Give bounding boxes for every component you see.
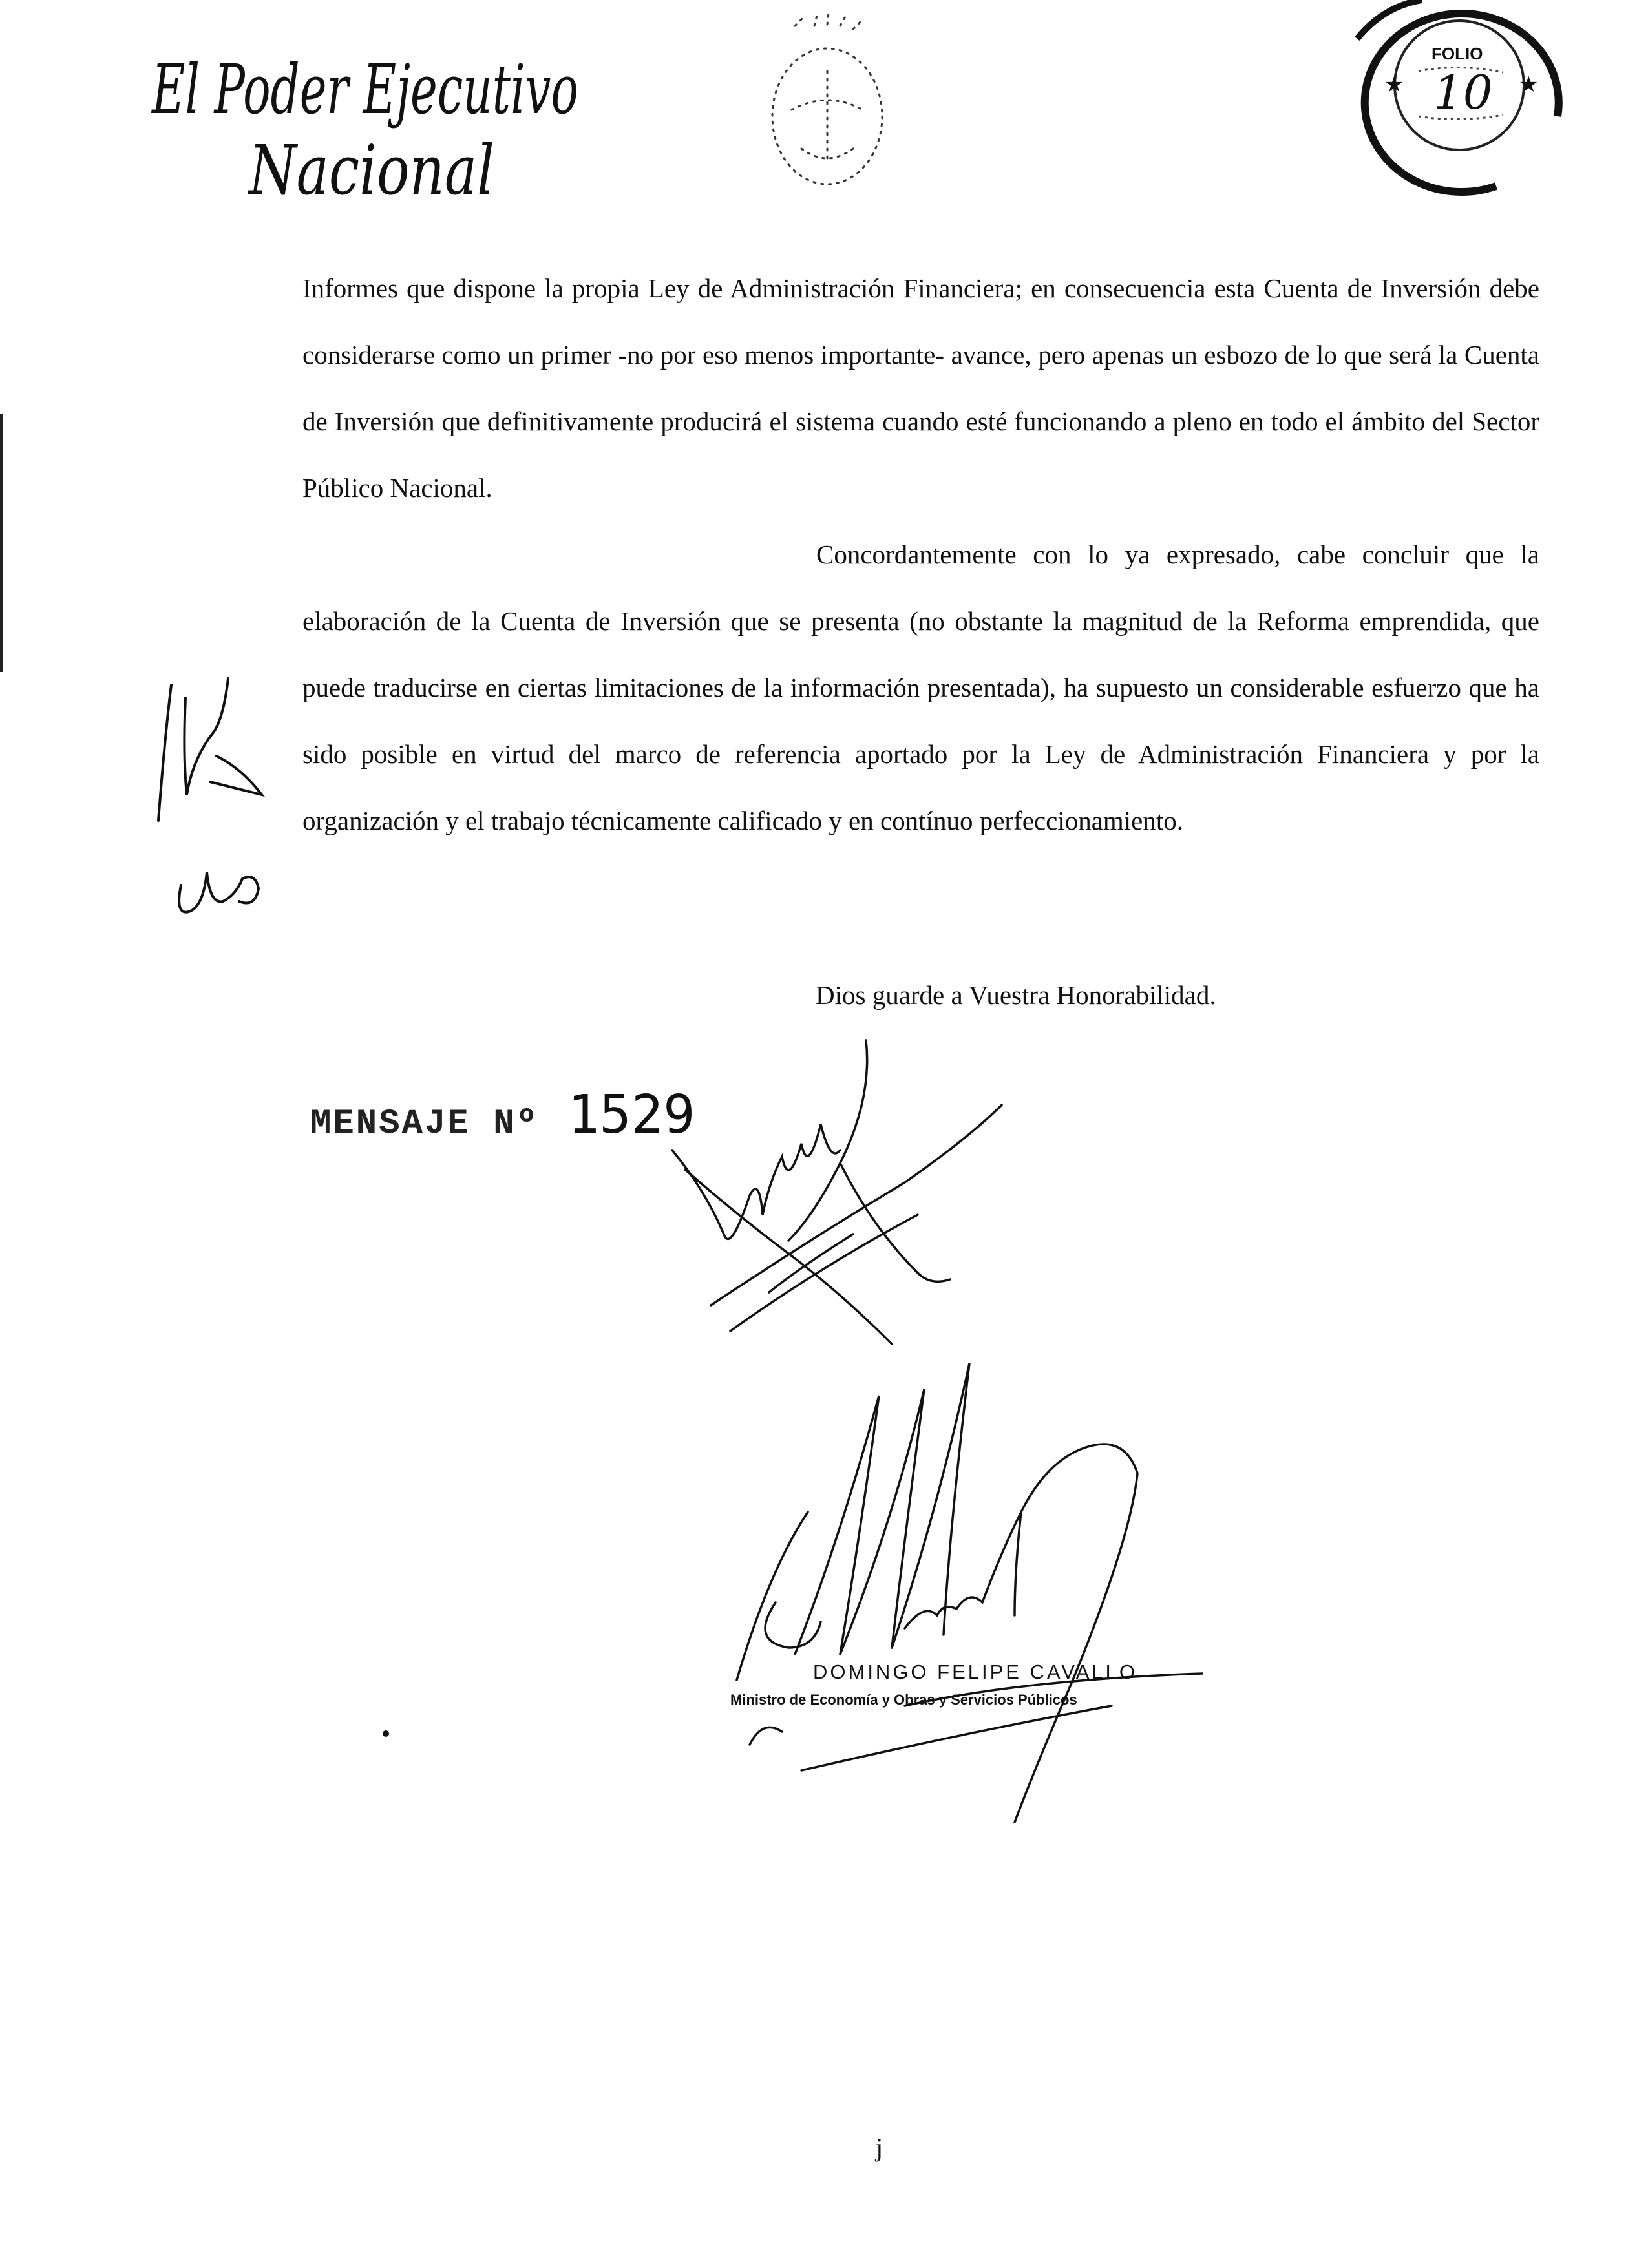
mensaje-stamp [310, 1084, 695, 1146]
body-text [302, 255, 1539, 854]
coat-of-arms-svg [756, 13, 898, 207]
margin-initials [145, 666, 288, 924]
folio-number: 10 [1433, 65, 1493, 120]
folio-stamp [1344, 0, 1577, 194]
letterhead-line2: Nacional [247, 131, 494, 210]
upper-signature [646, 1021, 1047, 1357]
lower-signature [711, 1344, 1228, 1835]
mensaje-label: MENSAJE Nº [310, 1104, 540, 1144]
lower-signature-svg [711, 1344, 1228, 1835]
page-number: j [876, 2133, 883, 2162]
folio-label: FOLIO [1431, 44, 1483, 63]
folio-star-right-icon: ★ [1519, 72, 1539, 98]
coat-of-arms-emblem [756, 13, 898, 207]
letterhead-svg [151, 36, 617, 210]
closing-salutation: Dios guarde a Vuestra Honorabilidad. [816, 980, 1216, 1010]
signatory-name: DOMINGO FELIPE CAVALLO [813, 1661, 1138, 1683]
mensaje-number: 1529 [567, 1084, 695, 1146]
letterhead-line1: El Poder Ejecutivo [151, 50, 578, 129]
paragraph-2: Concordantemente con lo ya expresado, cabe concluir que la elaboración de la Cuenta de Inversión que se presenta (no obstante la magnitud de la Reforma emprendida, que puede traducirse en ciertas limitaciones de la información presentada), ha supuesto un considerable esfuerzo que ha sido posible en virtud del marco de referencia aportado por la Ley de Administración Financiera y por la organización y el trabajo técnicamente calificado y en contínuo perfeccionamiento. [302, 540, 1539, 835]
stray-mark [383, 1730, 389, 1737]
letterhead [151, 36, 617, 210]
scan-edge-mark [0, 414, 3, 672]
signatory-title: Ministro de Economía y Obras y Servicios Públicos [730, 1692, 1077, 1708]
upper-signature-svg [646, 1021, 1047, 1357]
margin-initials-svg [145, 666, 288, 924]
folio-star-left-icon: ★ [1384, 72, 1404, 98]
folio-stamp-svg [1344, 0, 1577, 194]
paragraph-1: Informes que dispone la propia Ley de Administración Financiera; en consecuencia esta Cuenta de Inversión debe considerarse como un primer -no por eso menos importante- avance, pero apenas un esbozo de lo que será la Cuenta de Inversión que definitivamente producirá el sistema cuando esté funcionando a pleno en todo el ámbito del Sector Público Nacional. [302, 273, 1539, 503]
